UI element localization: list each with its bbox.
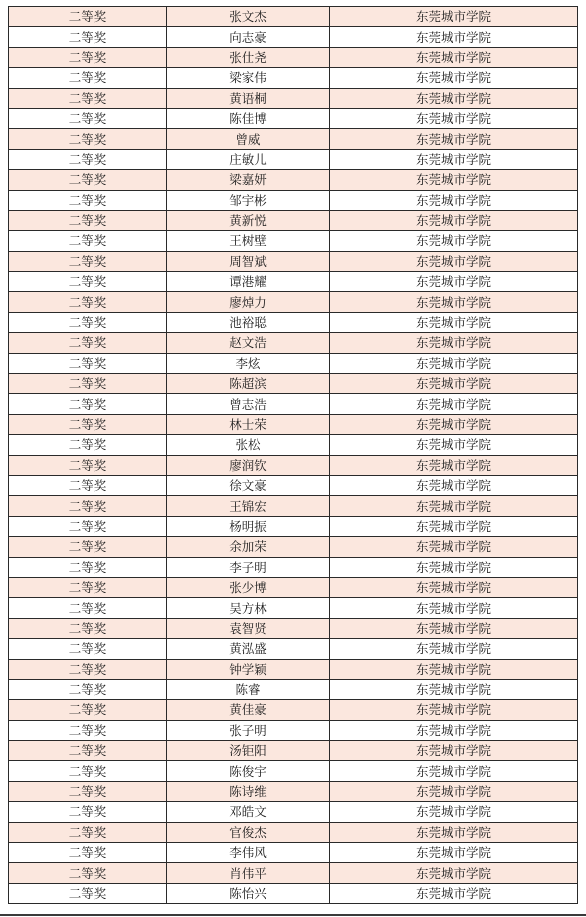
school-cell: 东莞城市学院 [330, 210, 578, 230]
table-row [9, 272, 578, 292]
award-cell: 二等奖 [9, 88, 167, 108]
award-cell: 二等奖 [9, 741, 167, 761]
award-cell: 二等奖 [9, 231, 167, 251]
table-row [9, 129, 578, 149]
award-cell: 二等奖 [9, 781, 167, 801]
school-cell: 东莞城市学院 [330, 537, 578, 557]
award-cell: 二等奖 [9, 700, 167, 720]
school-cell: 东莞城市学院 [330, 353, 578, 373]
award-cell: 二等奖 [9, 679, 167, 699]
table-row [9, 741, 578, 761]
bottom-divider [0, 914, 586, 916]
name-cell: 袁智贤 [167, 618, 330, 638]
name-cell: 汤钜阳 [167, 741, 330, 761]
table-row [9, 720, 578, 740]
award-cell: 二等奖 [9, 129, 167, 149]
school-cell: 东莞城市学院 [330, 129, 578, 149]
name-cell: 谭港耀 [167, 272, 330, 292]
table-row [9, 557, 578, 577]
table-row [9, 7, 578, 27]
name-cell: 陈佳博 [167, 108, 330, 128]
award-cell: 二等奖 [9, 720, 167, 740]
school-cell: 东莞城市学院 [330, 761, 578, 781]
school-cell: 东莞城市学院 [330, 47, 578, 67]
school-cell: 东莞城市学院 [330, 231, 578, 251]
table-row [9, 374, 578, 394]
table-row [9, 598, 578, 618]
name-cell: 李炫 [167, 353, 330, 373]
table-row [9, 190, 578, 210]
school-cell: 东莞城市学院 [330, 435, 578, 455]
award-cell: 二等奖 [9, 27, 167, 47]
table-row [9, 149, 578, 169]
name-cell: 邹宇彬 [167, 190, 330, 210]
award-cell: 二等奖 [9, 863, 167, 883]
award-cell: 二等奖 [9, 761, 167, 781]
award-cell: 二等奖 [9, 251, 167, 271]
table-row [9, 537, 578, 557]
award-cell: 二等奖 [9, 516, 167, 536]
award-cell: 二等奖 [9, 333, 167, 353]
name-cell: 廖焯力 [167, 292, 330, 312]
award-cell: 二等奖 [9, 149, 167, 169]
school-cell: 东莞城市学院 [330, 843, 578, 863]
award-cell: 二等奖 [9, 557, 167, 577]
award-cell: 二等奖 [9, 883, 167, 903]
name-cell: 赵文浩 [167, 333, 330, 353]
table-row [9, 333, 578, 353]
table-row [9, 577, 578, 597]
school-cell: 东莞城市学院 [330, 414, 578, 434]
school-cell: 东莞城市学院 [330, 516, 578, 536]
school-cell: 东莞城市学院 [330, 639, 578, 659]
table-row [9, 414, 578, 434]
school-cell: 东莞城市学院 [330, 618, 578, 638]
school-cell: 东莞城市学院 [330, 88, 578, 108]
school-cell: 东莞城市学院 [330, 598, 578, 618]
table-row [9, 516, 578, 536]
award-cell: 二等奖 [9, 170, 167, 190]
school-cell: 东莞城市学院 [330, 720, 578, 740]
table-row [9, 47, 578, 67]
name-cell: 黄泓盛 [167, 639, 330, 659]
school-cell: 东莞城市学院 [330, 108, 578, 128]
school-cell: 东莞城市学院 [330, 659, 578, 679]
name-cell: 陈超滨 [167, 374, 330, 394]
school-cell: 东莞城市学院 [330, 455, 578, 475]
award-cell: 二等奖 [9, 292, 167, 312]
table-row [9, 68, 578, 88]
school-cell: 东莞城市学院 [330, 883, 578, 903]
name-cell: 杨明振 [167, 516, 330, 536]
name-cell: 池裕聪 [167, 312, 330, 332]
award-cell: 二等奖 [9, 68, 167, 88]
name-cell: 王锦宏 [167, 496, 330, 516]
name-cell: 张少博 [167, 577, 330, 597]
school-cell: 东莞城市学院 [330, 27, 578, 47]
name-cell: 陈睿 [167, 679, 330, 699]
school-cell: 东莞城市学院 [330, 7, 578, 27]
award-cell: 二等奖 [9, 435, 167, 455]
school-cell: 东莞城市学院 [330, 802, 578, 822]
award-cell: 二等奖 [9, 394, 167, 414]
table-row [9, 394, 578, 414]
award-cell: 二等奖 [9, 272, 167, 292]
award-cell: 二等奖 [9, 822, 167, 842]
school-cell: 东莞城市学院 [330, 741, 578, 761]
award-cell: 二等奖 [9, 7, 167, 27]
school-cell: 东莞城市学院 [330, 292, 578, 312]
table-row [9, 292, 578, 312]
name-cell: 钟学颖 [167, 659, 330, 679]
table-row [9, 843, 578, 863]
school-cell: 东莞城市学院 [330, 170, 578, 190]
school-cell: 东莞城市学院 [330, 679, 578, 699]
name-cell: 邓皓文 [167, 802, 330, 822]
name-cell: 张松 [167, 435, 330, 455]
name-cell: 吴方林 [167, 598, 330, 618]
award-cell: 二等奖 [9, 598, 167, 618]
school-cell: 东莞城市学院 [330, 190, 578, 210]
school-cell: 东莞城市学院 [330, 374, 578, 394]
table-row [9, 88, 578, 108]
award-cell: 二等奖 [9, 210, 167, 230]
award-table-body [9, 7, 578, 904]
table-row [9, 883, 578, 903]
school-cell: 东莞城市学院 [330, 700, 578, 720]
table-row [9, 802, 578, 822]
table-row [9, 618, 578, 638]
table-row [9, 455, 578, 475]
school-cell: 东莞城市学院 [330, 496, 578, 516]
table-row [9, 353, 578, 373]
table-row [9, 639, 578, 659]
name-cell: 庄敏儿 [167, 149, 330, 169]
award-cell: 二等奖 [9, 108, 167, 128]
school-cell: 东莞城市学院 [330, 251, 578, 271]
school-cell: 东莞城市学院 [330, 557, 578, 577]
table-row [9, 435, 578, 455]
name-cell: 陈俊宇 [167, 761, 330, 781]
award-cell: 二等奖 [9, 639, 167, 659]
award-cell: 二等奖 [9, 312, 167, 332]
name-cell: 张子明 [167, 720, 330, 740]
name-cell: 黄佳豪 [167, 700, 330, 720]
award-cell: 二等奖 [9, 190, 167, 210]
school-cell: 东莞城市学院 [330, 863, 578, 883]
table-row [9, 210, 578, 230]
name-cell: 官俊杰 [167, 822, 330, 842]
table-row [9, 312, 578, 332]
award-cell: 二等奖 [9, 659, 167, 679]
school-cell: 东莞城市学院 [330, 475, 578, 495]
name-cell: 向志豪 [167, 27, 330, 47]
name-cell: 余加荣 [167, 537, 330, 557]
name-cell: 张仕尧 [167, 47, 330, 67]
table-row [9, 863, 578, 883]
award-cell: 二等奖 [9, 475, 167, 495]
school-cell: 东莞城市学院 [330, 333, 578, 353]
name-cell: 王树壁 [167, 231, 330, 251]
table-row [9, 27, 578, 47]
school-cell: 东莞城市学院 [330, 149, 578, 169]
table-row [9, 231, 578, 251]
award-cell: 二等奖 [9, 47, 167, 67]
table-row [9, 496, 578, 516]
school-cell: 东莞城市学院 [330, 68, 578, 88]
name-cell: 曾志浩 [167, 394, 330, 414]
name-cell: 黄新悦 [167, 210, 330, 230]
table-row [9, 108, 578, 128]
award-cell: 二等奖 [9, 455, 167, 475]
table-row [9, 781, 578, 801]
school-cell: 东莞城市学院 [330, 272, 578, 292]
name-cell: 张文杰 [167, 7, 330, 27]
award-cell: 二等奖 [9, 353, 167, 373]
name-cell: 李伟风 [167, 843, 330, 863]
award-cell: 二等奖 [9, 537, 167, 557]
award-cell: 二等奖 [9, 802, 167, 822]
name-cell: 陈怡兴 [167, 883, 330, 903]
table-row [9, 251, 578, 271]
table-row [9, 700, 578, 720]
table-row [9, 659, 578, 679]
name-cell: 徐文豪 [167, 475, 330, 495]
award-table [8, 6, 578, 904]
table-row [9, 475, 578, 495]
school-cell: 东莞城市学院 [330, 394, 578, 414]
school-cell: 东莞城市学院 [330, 822, 578, 842]
award-cell: 二等奖 [9, 414, 167, 434]
award-cell: 二等奖 [9, 496, 167, 516]
award-cell: 二等奖 [9, 618, 167, 638]
school-cell: 东莞城市学院 [330, 312, 578, 332]
name-cell: 陈诗维 [167, 781, 330, 801]
school-cell: 东莞城市学院 [330, 577, 578, 597]
name-cell: 肖伟平 [167, 863, 330, 883]
name-cell: 林士荣 [167, 414, 330, 434]
name-cell: 周智斌 [167, 251, 330, 271]
name-cell: 曾威 [167, 129, 330, 149]
name-cell: 黄语桐 [167, 88, 330, 108]
name-cell: 李子明 [167, 557, 330, 577]
award-cell: 二等奖 [9, 577, 167, 597]
table-row [9, 761, 578, 781]
name-cell: 廖润钦 [167, 455, 330, 475]
award-cell: 二等奖 [9, 374, 167, 394]
name-cell: 梁嘉妍 [167, 170, 330, 190]
school-cell: 东莞城市学院 [330, 781, 578, 801]
award-cell: 二等奖 [9, 843, 167, 863]
table-row [9, 679, 578, 699]
table-row [9, 822, 578, 842]
table-row [9, 170, 578, 190]
name-cell: 梁家伟 [167, 68, 330, 88]
